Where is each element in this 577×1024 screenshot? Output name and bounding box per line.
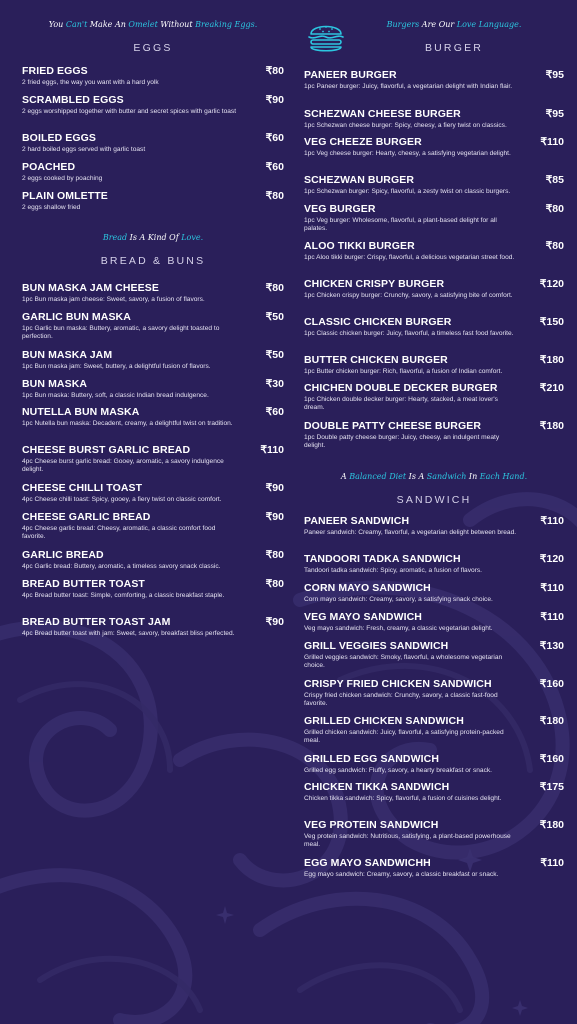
- menu-item-name: CHICKEN TIKKA SANDWICH: [304, 781, 450, 793]
- menu-item-header: [22, 482, 284, 494]
- menu-item-name: VEG BURGER: [304, 203, 376, 215]
- menu-item-price: ₹80: [265, 65, 284, 77]
- menu-item-description: Crispy fried chicken sandwich: Crunchy, savory, a classic fast-food favorite.: [304, 692, 498, 708]
- sandwich-section-title: SANDWICH: [396, 494, 472, 506]
- menu-item-header: [304, 781, 564, 793]
- menu-item-name: BUN MASKA JAM CHEESE: [22, 282, 159, 294]
- menu-item-description: Grilled chicken sandwich: Juicy, flavorful, a satisfying protein-packed meal.: [304, 729, 504, 745]
- menu-item-description: 1pc Garlic bun maska: Buttery, aromatic, a savory delight toasted to perfection.: [22, 325, 220, 341]
- menu-item-name: PANEER SANDWICH: [304, 515, 410, 527]
- menu-item: [304, 857, 564, 879]
- menu-item-price: ₹80: [545, 240, 564, 252]
- menu-item-price: ₹50: [265, 349, 284, 361]
- menu-item: [304, 69, 564, 91]
- menu-item-price: ₹120: [539, 553, 564, 565]
- menu-item: [22, 482, 284, 504]
- burger-section-title: BURGER: [424, 42, 484, 54]
- tagline-segment: Love Language.: [456, 20, 522, 29]
- tagline-segment: Is A Kind Of: [127, 233, 182, 242]
- menu-item-header: [304, 354, 564, 366]
- menu-item-description: Corn mayo sandwich: Creamy, savory, a satisfying snack choice.: [304, 596, 493, 603]
- sandwich-tagline: [304, 472, 564, 481]
- menu-item: [304, 136, 564, 158]
- menu-item-header: [304, 382, 564, 394]
- menu-item-description: 4pc Bread butter toast with jam: Sweet, savory, breakfast bliss perfected.: [22, 630, 235, 637]
- menu-item: [304, 382, 564, 413]
- menu-item: [304, 819, 564, 850]
- menu-item-header: [304, 69, 564, 81]
- menu-item-description: Grilled egg sandwich: Fluffy, savory, a hearty breakfast or snack.: [304, 767, 493, 774]
- menu-item-price: ₹80: [265, 549, 284, 561]
- menu-item-name: GARLIC BUN MASKA: [22, 311, 131, 323]
- menu-item-price: ₹60: [265, 132, 284, 144]
- tagline-segment: Breaking Eggs.: [195, 20, 258, 29]
- menu-item-header: [22, 511, 284, 523]
- menu-item-name: VEG CHEEZE BURGER: [304, 136, 422, 148]
- menu-item-name: BREAD BUTTER TOAST: [22, 578, 145, 590]
- menu-item-price: ₹95: [545, 69, 564, 81]
- menu-item-price: ₹210: [539, 382, 564, 394]
- menu-item-header: [304, 857, 564, 869]
- menu-item-price: ₹110: [540, 136, 564, 148]
- menu-item-description: 1pc Nutella bun maska: Decadent, creamy, a delightful twist on tradition.: [22, 420, 233, 427]
- tagline-segment: You: [48, 20, 66, 29]
- menu-item-description: 4pc Cheese chilli toast: Spicy, gooey, a fiery twist on classic comfort.: [22, 496, 222, 503]
- menu-item: [304, 781, 564, 803]
- menu-item-description: 1pc Veg cheese burger: Hearty, cheesy, a satisfying vegetarian delight.: [304, 150, 511, 157]
- tagline-segment: Without: [157, 20, 196, 29]
- menu-item-price: ₹150: [539, 316, 564, 328]
- menu-item-price: ₹180: [539, 354, 564, 366]
- eggs-section-title: EGGS: [133, 42, 173, 54]
- menu-item: [304, 203, 564, 234]
- menu-item-price: ₹110: [540, 515, 564, 527]
- menu-item-header: [304, 515, 564, 527]
- menu-item-header: [22, 311, 284, 323]
- menu-item-description: 1pc Bun maska: Buttery, soft, a classic Indian bread indulgence.: [22, 392, 209, 399]
- tagline-segment: A: [340, 472, 350, 481]
- menu-item-price: ₹60: [265, 161, 284, 173]
- menu-item-price: ₹180: [539, 819, 564, 831]
- menu-item-name: GRILLED EGG SANDWICH: [304, 753, 439, 765]
- menu-item-price: ₹90: [265, 482, 284, 494]
- menu-item-name: CRISPY FRIED CHICKEN SANDWICH: [304, 678, 492, 690]
- menu-item-description: Grilled veggies sandwich: Smoky, flavorful, a wholesome vegetarian choice.: [304, 654, 503, 670]
- menu-item-header: [22, 406, 284, 418]
- menu-item-price: ₹160: [539, 753, 564, 765]
- menu-item-description: 2 eggs worshipped together with butter and secret spices with garlic toast: [22, 108, 237, 115]
- menu-item: [304, 611, 564, 633]
- menu-item-price: ₹120: [539, 278, 564, 290]
- menu-item: [304, 354, 564, 376]
- menu-item-name: NUTELLA BUN MASKA: [22, 406, 140, 418]
- menu-item-name: CHEESE BURST GARLIC BREAD: [22, 444, 191, 456]
- menu-item-name: CHICHEN DOUBLE DECKER BURGER: [304, 382, 498, 394]
- menu-item-name: GRILL VEGGIES SANDWICH: [304, 640, 449, 652]
- menu-item-description: 1pc Butter chicken burger: Rich, flavorful, a fusion of Indian comfort.: [304, 368, 503, 375]
- menu-item: [22, 349, 284, 371]
- menu-item: [304, 316, 564, 338]
- menu-item-description: 4pc Cheese garlic bread: Cheesy, aromatic, a classic comfort food favorite.: [22, 525, 216, 541]
- tagline-segment: In: [466, 472, 480, 481]
- menu-item-description: 2 eggs shallow fried: [22, 204, 81, 211]
- menu-item-description: 2 eggs cooked by poaching: [22, 175, 103, 182]
- menu-item-description: 1pc Chicken double decker burger: Hearty, stacked, a meat lover's dream.: [304, 396, 498, 412]
- menu-item-name: CHEESE GARLIC BREAD: [22, 511, 151, 523]
- menu-item-price: ₹95: [545, 108, 564, 120]
- bread-section-title: BREAD & BUNS: [100, 255, 206, 267]
- menu-item-price: ₹110: [540, 611, 564, 623]
- tagline-segment: Can't: [65, 20, 88, 29]
- menu-item: [22, 132, 284, 154]
- menu-item-price: ₹80: [265, 578, 284, 590]
- menu-item-header: [304, 678, 564, 690]
- tagline-segment: Make An: [87, 20, 129, 29]
- menu-item-name: FRIED EGGS: [22, 65, 88, 77]
- menu-item-price: ₹175: [539, 781, 564, 793]
- menu-item-description: 1pc Double patty cheese burger: Juicy, cheesy, an indulgent meaty delight.: [304, 434, 500, 450]
- menu-item: [22, 511, 284, 542]
- menu-item-name: POACHED: [22, 161, 76, 173]
- menu-item: [304, 678, 564, 709]
- menu-item-header: [22, 94, 284, 106]
- tagline-segment: Is A: [406, 472, 427, 481]
- menu-item-price: ₹180: [539, 715, 564, 727]
- menu-item-header: [304, 240, 564, 252]
- menu-item-header: [22, 132, 284, 144]
- menu-item-header: [22, 282, 284, 294]
- menu-item-name: CHEESE CHILLI TOAST: [22, 482, 143, 494]
- menu-item: [304, 108, 564, 130]
- menu-item-name: ALOO TIKKI BURGER: [304, 240, 415, 252]
- menu-item-header: [304, 582, 564, 594]
- menu-item-description: 1pc Schezwan burger: Spicy, flavorful, a zesty twist on classic burgers.: [304, 188, 511, 195]
- menu-item-price: ₹110: [260, 444, 284, 456]
- menu-item-header: [22, 65, 284, 77]
- menu-item-name: PLAIN OMLETTE: [22, 190, 108, 202]
- menu-item-description: 4pc Garlic bread: Buttery, aromatic, a timeless savory snack classic.: [22, 563, 221, 570]
- menu-item-header: [22, 616, 284, 628]
- menu-item-name: SCHEZWAN CHEESE BURGER: [304, 108, 461, 120]
- menu-item-name: PANEER BURGER: [304, 69, 397, 81]
- menu-item-header: [304, 715, 564, 727]
- menu-item-price: ₹80: [545, 203, 564, 215]
- menu-item-price: ₹180: [539, 420, 564, 432]
- menu-item-header: [304, 753, 564, 765]
- menu-item-name: BREAD BUTTER TOAST JAM: [22, 616, 171, 628]
- menu-item-description: Paneer sandwich: Creamy, flavorful, a vegetarian delight between bread.: [304, 529, 517, 536]
- menu-item: [22, 616, 284, 638]
- menu-item-price: ₹90: [265, 94, 284, 106]
- menu-item-price: ₹130: [539, 640, 564, 652]
- menu-item: [304, 278, 564, 300]
- tagline-segment: Balanced Diet: [349, 472, 407, 481]
- menu-item-name: CHICKEN CRISPY BURGER: [304, 278, 445, 290]
- menu-item-header: [304, 553, 564, 565]
- menu-item-name: TANDOORI TADKA SANDWICH: [304, 553, 461, 565]
- menu-item: [22, 94, 284, 116]
- menu-item-name: VEG MAYO SANDWICH: [304, 611, 422, 623]
- menu-item-price: ₹90: [265, 511, 284, 523]
- menu-item: [22, 282, 284, 304]
- menu-item-description: 1pc Classic chicken burger: Juicy, flavorful, a timeless fast food favorite.: [304, 330, 514, 337]
- bread-tagline: [22, 233, 284, 242]
- menu-item: [304, 174, 564, 196]
- menu-item-name: CLASSIC CHICKEN BURGER: [304, 316, 452, 328]
- menu-item: [22, 378, 284, 400]
- menu-item-description: Chicken tikka sandwich: Spicy, flavorful, a fusion of cuisines delight.: [304, 795, 502, 802]
- menu-item-header: [304, 640, 564, 652]
- menu-item-name: BUN MASKA JAM: [22, 349, 113, 361]
- menu-item-description: 4pc Cheese burst garlic bread: Gooey, aromatic, a savory indulgence delight.: [22, 458, 224, 474]
- menu-item: [22, 444, 284, 475]
- menu-item: [22, 406, 284, 428]
- menu-item-name: CORN MAYO SANDWICH: [304, 582, 431, 594]
- menu-item-header: [304, 203, 564, 215]
- menu-item: [22, 311, 284, 342]
- tagline-segment: Sandwich: [426, 472, 467, 481]
- menu-item-header: [304, 316, 564, 328]
- tagline-segment: Omelet: [128, 20, 158, 29]
- menu-item-price: ₹90: [265, 616, 284, 628]
- menu-item-name: DOUBLE PATTY CHEESE BURGER: [304, 420, 482, 432]
- menu-item: [304, 553, 564, 575]
- menu-item-header: [304, 278, 564, 290]
- menu-item-description: Egg mayo sandwich: Creamy, savory, a classic breakfast or snack.: [304, 871, 499, 878]
- tagline-segment: Love.: [181, 233, 204, 242]
- menu-item-header: [22, 444, 284, 456]
- menu-item-description: 1pc Chicken crispy burger: Crunchy, savory, a satisfying bite of comfort.: [304, 292, 513, 299]
- menu-item: [22, 65, 284, 87]
- menu-item-name: SCHEZWAN BURGER: [304, 174, 415, 186]
- menu-item-description: Tandoori tadka sandwich: Spicy, aromatic, a fusion of flavors.: [304, 567, 482, 574]
- menu-item: [22, 161, 284, 183]
- menu-item-price: ₹110: [540, 857, 564, 869]
- menu-item: [304, 640, 564, 671]
- menu-item-price: ₹80: [265, 282, 284, 294]
- menu-item-description: 1pc Paneer burger: Juicy, flavorful, a vegetarian delight with Indian flair.: [304, 83, 513, 90]
- tagline-segment: Are Our: [419, 20, 457, 29]
- menu-item: [304, 753, 564, 775]
- menu-item-price: ₹80: [265, 190, 284, 202]
- menu-item-header: [22, 578, 284, 590]
- menu-item-name: EGG MAYO SANDWICHH: [304, 857, 431, 869]
- menu-item: [22, 578, 284, 600]
- menu-item-description: Veg mayo sandwich: Fresh, creamy, a classic vegetarian delight.: [304, 625, 493, 632]
- menu-item-price: ₹110: [540, 582, 564, 594]
- menu-item-name: GRILLED CHICKEN SANDWICH: [304, 715, 464, 727]
- menu-item-price: ₹60: [265, 406, 284, 418]
- menu-item-name: BUTTER CHICKEN BURGER: [304, 354, 448, 366]
- tagline-segment: Each Hand.: [479, 472, 528, 481]
- menu-item-header: [22, 378, 284, 390]
- menu-item: [304, 715, 564, 746]
- menu-item-header: [22, 161, 284, 173]
- menu-item-price: ₹160: [539, 678, 564, 690]
- menu-item-name: SCRAMBLED EGGS: [22, 94, 124, 106]
- menu-item-header: [304, 819, 564, 831]
- menu-item: [304, 515, 564, 537]
- eggs-tagline: [22, 20, 284, 29]
- menu-item-name: BOILED EGGS: [22, 132, 97, 144]
- menu-item-header: [304, 611, 564, 623]
- menu-item-price: ₹30: [265, 378, 284, 390]
- menu-item-description: 1pc Schezwan cheese burger: Spicy, cheesy, a fiery twist on classics.: [304, 122, 507, 129]
- menu-item: [304, 240, 564, 262]
- tagline-segment: Burgers: [386, 20, 420, 29]
- menu-item-header: [304, 108, 564, 120]
- menu-item-description: Veg protein sandwich: Nutritious, satisfying, a plant-based powerhouse meal.: [304, 833, 511, 849]
- menu-item-header: [22, 190, 284, 202]
- menu-item: [304, 582, 564, 604]
- menu-item-price: ₹50: [265, 311, 284, 323]
- menu-item: [304, 420, 564, 451]
- menu-item-description: 1pc Bun maska jam: Sweet, buttery, a delightful fusion of flavors.: [22, 363, 211, 370]
- menu-item-name: GARLIC BREAD: [22, 549, 104, 561]
- menu-item-header: [304, 174, 564, 186]
- menu-item-description: 1pc Aloo tikki burger: Crispy, flavorful, a delicious vegetarian street food.: [304, 254, 515, 261]
- burger-tagline: [344, 20, 564, 29]
- menu-item: [22, 190, 284, 212]
- menu-item-description: 2 fried eggs, the way you want with a hard yolk: [22, 79, 159, 86]
- tagline-segment: Bread: [102, 233, 128, 242]
- menu-item-name: BUN MASKA: [22, 378, 88, 390]
- menu-item-header: [22, 549, 284, 561]
- menu-item-description: 1pc Bun maska jam cheese: Sweet, savory, a fusion of flavors.: [22, 296, 205, 303]
- menu-item-description: 2 hard boiled eggs served with garlic toast: [22, 146, 146, 153]
- menu-item-header: [304, 420, 564, 432]
- burger-icon: [306, 16, 346, 56]
- menu-item: [22, 549, 284, 571]
- menu-item-header: [22, 349, 284, 361]
- menu-item-price: ₹85: [545, 174, 564, 186]
- menu-item-description: 4pc Bread butter toast: Simple, comforting, a classic breakfast staple.: [22, 592, 225, 599]
- menu-item-name: VEG PROTEIN SANDWICH: [304, 819, 439, 831]
- menu-item-header: [304, 136, 564, 148]
- menu-item-description: 1pc Veg burger: Wholesome, flavorful, a plant-based delight for all palates.: [304, 217, 497, 233]
